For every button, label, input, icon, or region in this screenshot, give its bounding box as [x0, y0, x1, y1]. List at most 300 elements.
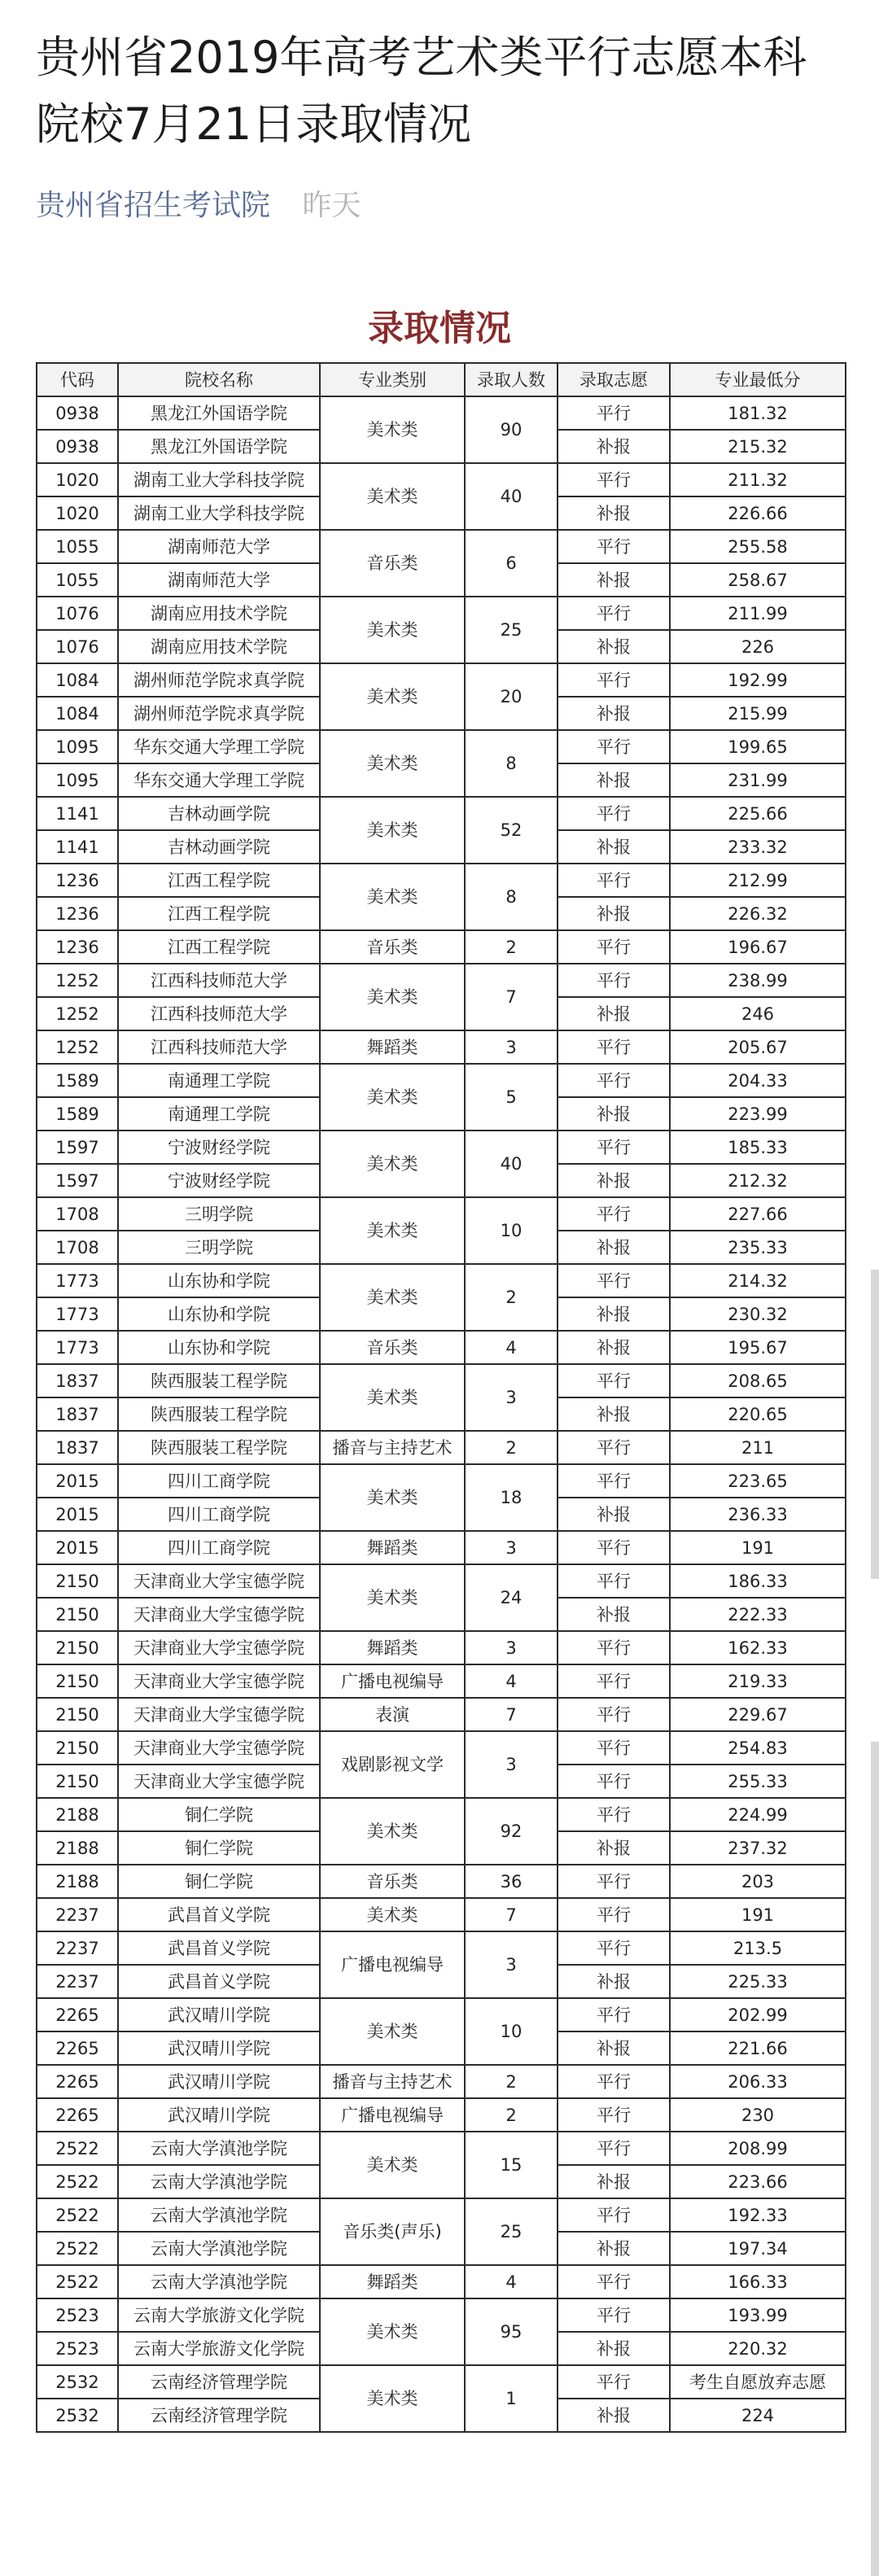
header-choice: 录取志愿 [558, 363, 670, 396]
cell-category: 广播电视编导 [320, 2098, 465, 2132]
cell-code: 2015 [37, 1498, 118, 1531]
cell-category: 音乐类(声乐) [320, 2198, 465, 2265]
cell-min-score: 192.99 [670, 663, 846, 697]
table-row [37, 2198, 846, 2232]
cell-school: 南通理工学院 [118, 1097, 320, 1131]
cell-school: 宁波财经学院 [118, 1131, 320, 1164]
cell-code: 2188 [37, 1865, 118, 1898]
cell-min-score: 226.32 [670, 897, 846, 930]
table-row [37, 597, 846, 630]
cell-category: 美术类 [320, 2298, 465, 2365]
cell-choice: 平行 [558, 1030, 670, 1064]
cell-choice: 补报 [558, 1397, 670, 1431]
cell-category: 美术类 [320, 1197, 465, 1264]
cell-code: 1773 [37, 1297, 118, 1331]
cell-code: 2237 [37, 1965, 118, 1998]
cell-code: 2532 [37, 2399, 118, 2432]
cell-code: 2522 [37, 2198, 118, 2232]
cell-choice: 补报 [558, 430, 670, 463]
cell-count: 25 [465, 2198, 558, 2265]
cell-min-score: 224 [670, 2399, 846, 2432]
cell-code: 1055 [37, 530, 118, 563]
cell-code: 2522 [37, 2265, 118, 2298]
cell-choice: 平行 [558, 1531, 670, 1564]
cell-school: 云南大学滇池学院 [118, 2165, 320, 2198]
cell-school: 江西科技师范大学 [118, 1030, 320, 1064]
cell-category: 戏剧影视文学 [320, 1731, 465, 1798]
cell-min-score: 231.99 [670, 763, 846, 797]
table-row [37, 2132, 846, 2165]
cell-min-score: 225.33 [670, 1965, 846, 1998]
cell-code: 1141 [37, 830, 118, 864]
table-row [37, 730, 846, 763]
cell-count: 2 [465, 1264, 558, 1331]
scrollbar-indicator[interactable] [871, 1270, 879, 1579]
cell-count: 4 [465, 1664, 558, 1698]
cell-min-score: 192.33 [670, 2198, 846, 2232]
cell-category: 美术类 [320, 797, 465, 864]
cell-code: 2523 [37, 2298, 118, 2332]
cell-choice: 补报 [558, 1598, 670, 1631]
cell-count: 25 [465, 597, 558, 663]
cell-school: 三明学院 [118, 1197, 320, 1231]
table-row [37, 530, 846, 563]
cell-choice: 平行 [558, 530, 670, 563]
cell-count: 20 [465, 663, 558, 730]
table-header-row [37, 363, 846, 396]
cell-count: 4 [465, 2265, 558, 2298]
cell-school: 陕西服装工程学院 [118, 1397, 320, 1431]
cell-code: 2237 [37, 1898, 118, 1931]
cell-school: 云南大学滇池学院 [118, 2232, 320, 2265]
cell-min-score: 226 [670, 630, 846, 663]
cell-choice: 补报 [558, 697, 670, 730]
cell-choice: 补报 [558, 763, 670, 797]
table-row [37, 1664, 846, 1698]
cell-school: 三明学院 [118, 1231, 320, 1264]
cell-choice: 平行 [558, 597, 670, 630]
cell-code: 2522 [37, 2132, 118, 2165]
cell-code: 1252 [37, 1030, 118, 1064]
cell-school: 湖南工业大学科技学院 [118, 463, 320, 496]
header-category: 专业类别 [320, 363, 465, 396]
cell-count: 10 [465, 1197, 558, 1264]
table-row [37, 864, 846, 897]
cell-min-score: 223.66 [670, 2165, 846, 2198]
cell-choice: 平行 [558, 1564, 670, 1598]
cell-count: 52 [465, 797, 558, 864]
cell-school: 黑龙江外国语学院 [118, 396, 320, 430]
cell-code: 1236 [37, 897, 118, 930]
cell-min-score: 226.66 [670, 496, 846, 530]
cell-school: 四川工商学院 [118, 1498, 320, 1531]
cell-count: 7 [465, 1898, 558, 1931]
cell-code: 1236 [37, 930, 118, 964]
cell-choice: 平行 [558, 1765, 670, 1798]
cell-school: 武汉晴川学院 [118, 2031, 320, 2065]
cell-school: 天津商业大学宝德学院 [118, 1598, 320, 1631]
cell-code: 2522 [37, 2232, 118, 2265]
cell-choice: 平行 [558, 797, 670, 830]
cell-code: 0938 [37, 430, 118, 463]
cell-category: 美术类 [320, 1464, 465, 1531]
table-row [37, 2365, 846, 2399]
cell-count: 2 [465, 930, 558, 964]
table-row [37, 1531, 846, 1564]
cell-choice: 平行 [558, 2098, 670, 2132]
table-row [37, 2298, 846, 2332]
cell-category: 美术类 [320, 864, 465, 930]
cell-min-score: 220.32 [670, 2332, 846, 2365]
cell-count: 7 [465, 1698, 558, 1731]
cell-code: 2150 [37, 1664, 118, 1698]
cell-code: 1055 [37, 563, 118, 597]
cell-school: 天津商业大学宝德学院 [118, 1564, 320, 1598]
cell-category: 美术类 [320, 2132, 465, 2198]
cell-count: 15 [465, 2132, 558, 2198]
cell-choice: 补报 [558, 1965, 670, 1998]
cell-choice: 平行 [558, 396, 670, 430]
cell-code: 1236 [37, 864, 118, 897]
cell-code: 1773 [37, 1331, 118, 1364]
cell-choice: 平行 [558, 1698, 670, 1731]
cell-code: 1095 [37, 730, 118, 763]
cell-min-score: 222.33 [670, 1598, 846, 1631]
cell-school: 云南经济管理学院 [118, 2365, 320, 2399]
cell-school: 云南大学滇池学院 [118, 2265, 320, 2298]
table-row [37, 1464, 846, 1498]
table-row [37, 1998, 846, 2031]
table-row [37, 797, 846, 830]
cell-school: 武汉晴川学院 [118, 2098, 320, 2132]
cell-min-score: 230 [670, 2098, 846, 2132]
article-meta [36, 186, 361, 226]
cell-code: 2522 [37, 2165, 118, 2198]
table-row [37, 463, 846, 496]
cell-code: 2150 [37, 1698, 118, 1731]
cell-count: 8 [465, 864, 558, 930]
cell-school: 湖州师范学院求真学院 [118, 697, 320, 730]
cell-school: 湖南应用技术学院 [118, 630, 320, 663]
cell-school: 云南大学旅游文化学院 [118, 2298, 320, 2332]
cell-code: 2150 [37, 1598, 118, 1631]
cell-choice: 补报 [558, 1097, 670, 1131]
cell-code: 2188 [37, 1831, 118, 1865]
cell-school: 铜仁学院 [118, 1798, 320, 1831]
scrollbar-indicator[interactable] [871, 1742, 879, 2576]
cell-min-score: 206.33 [670, 2065, 846, 2098]
cell-school: 四川工商学院 [118, 1464, 320, 1498]
cell-choice: 补报 [558, 1231, 670, 1264]
cell-choice: 补报 [558, 897, 670, 930]
cell-min-score: 185.33 [670, 1131, 846, 1164]
cell-choice: 补报 [558, 563, 670, 597]
cell-category: 美术类 [320, 663, 465, 730]
table-row [37, 1264, 846, 1297]
cell-choice: 补报 [558, 1498, 670, 1531]
cell-count: 5 [465, 1064, 558, 1131]
table-row [37, 1431, 846, 1464]
cell-choice: 补报 [558, 1331, 670, 1364]
cell-choice: 补报 [558, 2332, 670, 2365]
cell-min-score: 255.58 [670, 530, 846, 563]
cell-school: 吉林动画学院 [118, 830, 320, 864]
cell-min-score: 162.33 [670, 1631, 846, 1664]
cell-school: 武汉晴川学院 [118, 1998, 320, 2031]
cell-school: 江西科技师范大学 [118, 997, 320, 1030]
cell-school: 湖州师范学院求真学院 [118, 663, 320, 697]
cell-school: 南通理工学院 [118, 1064, 320, 1097]
cell-code: 1252 [37, 997, 118, 1030]
cell-code: 1597 [37, 1164, 118, 1197]
cell-code: 1837 [37, 1397, 118, 1431]
cell-count: 1 [465, 2365, 558, 2432]
cell-code: 2150 [37, 1731, 118, 1765]
table-row [37, 1731, 846, 1765]
cell-category: 美术类 [320, 1064, 465, 1131]
cell-school: 江西工程学院 [118, 897, 320, 930]
cell-count: 40 [465, 463, 558, 530]
cell-code: 2150 [37, 1564, 118, 1598]
table-row [37, 964, 846, 997]
cell-choice: 补报 [558, 830, 670, 864]
cell-category: 美术类 [320, 1564, 465, 1631]
cell-min-score: 193.99 [670, 2298, 846, 2332]
cell-choice: 平行 [558, 1064, 670, 1097]
cell-min-score: 211.99 [670, 597, 846, 630]
cell-category: 音乐类 [320, 930, 465, 964]
cell-school: 湖南师范大学 [118, 563, 320, 597]
cell-min-score: 254.83 [670, 1731, 846, 1765]
header-school: 院校名称 [118, 363, 320, 396]
table-row [37, 1798, 846, 1831]
header-count: 录取人数 [465, 363, 558, 396]
cell-code: 2150 [37, 1631, 118, 1664]
cell-min-score: 196.67 [670, 930, 846, 964]
cell-code: 2265 [37, 2098, 118, 2132]
table-row [37, 1698, 846, 1731]
cell-choice: 补报 [558, 496, 670, 530]
cell-code: 0938 [37, 396, 118, 430]
cell-school: 山东协和学院 [118, 1331, 320, 1364]
cell-min-score: 191 [670, 1898, 846, 1931]
cell-count: 3 [465, 1631, 558, 1664]
cell-choice: 补报 [558, 2232, 670, 2265]
cell-min-score: 223.65 [670, 1464, 846, 1498]
cell-code: 1773 [37, 1264, 118, 1297]
cell-category: 美术类 [320, 2365, 465, 2432]
cell-choice: 平行 [558, 2265, 670, 2298]
cell-category: 广播电视编导 [320, 1931, 465, 1998]
cell-count: 24 [465, 1564, 558, 1631]
cell-choice: 补报 [558, 1297, 670, 1331]
cell-min-score: 214.32 [670, 1264, 846, 1297]
article-title: 贵州省2019年高考艺术类平行志愿本科院校7月21日录取情况 [36, 32, 807, 150]
cell-choice: 平行 [558, 1197, 670, 1231]
cell-min-score: 212.99 [670, 864, 846, 897]
cell-school: 山东协和学院 [118, 1264, 320, 1297]
cell-code: 2237 [37, 1931, 118, 1965]
cell-min-score: 221.66 [670, 2031, 846, 2065]
cell-school: 天津商业大学宝德学院 [118, 1731, 320, 1765]
table-row [37, 930, 846, 964]
header-min-score: 专业最低分 [670, 363, 846, 396]
cell-min-score: 215.32 [670, 430, 846, 463]
cell-choice: 平行 [558, 1931, 670, 1965]
cell-category: 美术类 [320, 1131, 465, 1197]
cell-choice: 平行 [558, 663, 670, 697]
table-title: 录取情况 [368, 308, 511, 349]
cell-code: 1020 [37, 496, 118, 530]
cell-min-score: 233.32 [670, 830, 846, 864]
cell-category: 舞蹈类 [320, 1531, 465, 1564]
cell-count: 2 [465, 2098, 558, 2132]
cell-school: 天津商业大学宝德学院 [118, 1631, 320, 1664]
cell-min-score: 考生自愿放弃志愿 [670, 2365, 846, 2399]
cell-choice: 平行 [558, 964, 670, 997]
cell-code: 1837 [37, 1364, 118, 1397]
cell-min-score: 219.33 [670, 1664, 846, 1698]
cell-count: 7 [465, 964, 558, 1030]
cell-code: 1597 [37, 1131, 118, 1164]
cell-school: 四川工商学院 [118, 1531, 320, 1564]
table-row [37, 663, 846, 697]
cell-code: 2523 [37, 2332, 118, 2365]
cell-count: 3 [465, 1731, 558, 1798]
cell-school: 铜仁学院 [118, 1831, 320, 1865]
cell-category: 播音与主持艺术 [320, 2065, 465, 2098]
cell-code: 1708 [37, 1231, 118, 1264]
cell-school: 华东交通大学理工学院 [118, 730, 320, 763]
cell-choice: 补报 [558, 997, 670, 1030]
cell-choice: 平行 [558, 1431, 670, 1464]
cell-code: 1589 [37, 1097, 118, 1131]
cell-code: 2265 [37, 2031, 118, 2065]
cell-choice: 补报 [558, 1831, 670, 1865]
cell-category: 美术类 [320, 730, 465, 797]
cell-choice: 平行 [558, 1798, 670, 1831]
cell-code: 1076 [37, 597, 118, 630]
cell-min-score: 223.99 [670, 1097, 846, 1131]
cell-category: 音乐类 [320, 530, 465, 597]
cell-school: 江西工程学院 [118, 864, 320, 897]
cell-min-score: 229.67 [670, 1698, 846, 1731]
cell-count: 2 [465, 2065, 558, 2098]
cell-count: 8 [465, 730, 558, 797]
cell-count: 10 [465, 1998, 558, 2065]
cell-code: 2150 [37, 1765, 118, 1798]
cell-school: 江西科技师范大学 [118, 964, 320, 997]
cell-count: 95 [465, 2298, 558, 2365]
table-row [37, 1197, 846, 1231]
cell-school: 武昌首义学院 [118, 1898, 320, 1931]
cell-min-score: 205.67 [670, 1030, 846, 1064]
table-row [37, 1898, 846, 1931]
cell-count: 3 [465, 1364, 558, 1431]
cell-choice: 平行 [558, 463, 670, 496]
cell-min-score: 246 [670, 997, 846, 1030]
cell-choice: 平行 [558, 864, 670, 897]
table-row [37, 1030, 846, 1064]
cell-school: 云南经济管理学院 [118, 2399, 320, 2432]
cell-min-score: 238.99 [670, 964, 846, 997]
cell-choice: 平行 [558, 2065, 670, 2098]
cell-category: 舞蹈类 [320, 2265, 465, 2298]
author-link[interactable]: 贵州省招生考试院 [36, 189, 271, 222]
cell-min-score: 235.33 [670, 1231, 846, 1264]
cell-count: 4 [465, 1331, 558, 1364]
table-row [37, 1364, 846, 1397]
table-row [37, 1931, 846, 1965]
cell-count: 2 [465, 1431, 558, 1464]
cell-choice: 平行 [558, 1998, 670, 2031]
cell-min-score: 203 [670, 1865, 846, 1898]
cell-school: 湖南师范大学 [118, 530, 320, 563]
cell-code: 1708 [37, 1197, 118, 1231]
cell-category: 播音与主持艺术 [320, 1431, 465, 1464]
cell-code: 1837 [37, 1431, 118, 1464]
cell-code: 1076 [37, 630, 118, 663]
cell-min-score: 258.67 [670, 563, 846, 597]
cell-count: 36 [465, 1865, 558, 1898]
cell-count: 3 [465, 1531, 558, 1564]
cell-category: 舞蹈类 [320, 1631, 465, 1664]
cell-category: 音乐类 [320, 1331, 465, 1364]
cell-min-score: 199.65 [670, 730, 846, 763]
cell-school: 铜仁学院 [118, 1865, 320, 1898]
cell-code: 1020 [37, 463, 118, 496]
cell-choice: 平行 [558, 1464, 670, 1498]
cell-min-score: 211 [670, 1431, 846, 1464]
cell-category: 美术类 [320, 396, 465, 463]
admission-table [36, 362, 846, 2433]
cell-min-score: 212.32 [670, 1164, 846, 1197]
cell-choice: 平行 [558, 1898, 670, 1931]
cell-min-score: 255.33 [670, 1765, 846, 1798]
cell-min-score: 202.99 [670, 1998, 846, 2031]
cell-school: 陕西服装工程学院 [118, 1431, 320, 1464]
cell-code: 1084 [37, 663, 118, 697]
cell-min-score: 197.34 [670, 2232, 846, 2265]
cell-school: 宁波财经学院 [118, 1164, 320, 1197]
cell-code: 2265 [37, 1998, 118, 2031]
cell-school: 武汉晴川学院 [118, 2065, 320, 2098]
cell-choice: 平行 [558, 730, 670, 763]
cell-code: 2015 [37, 1531, 118, 1564]
cell-min-score: 166.33 [670, 2265, 846, 2298]
cell-count: 6 [465, 530, 558, 597]
cell-choice: 平行 [558, 1731, 670, 1765]
cell-school: 武昌首义学院 [118, 1931, 320, 1965]
cell-min-score: 220.65 [670, 1397, 846, 1431]
cell-category: 美术类 [320, 1364, 465, 1431]
cell-school: 天津商业大学宝德学院 [118, 1664, 320, 1698]
cell-choice: 平行 [558, 2198, 670, 2232]
table-row [37, 1564, 846, 1598]
cell-school: 云南大学滇池学院 [118, 2198, 320, 2232]
cell-school: 山东协和学院 [118, 1297, 320, 1331]
cell-code: 1252 [37, 964, 118, 997]
cell-code: 2015 [37, 1464, 118, 1498]
cell-choice: 平行 [558, 930, 670, 964]
cell-code: 1095 [37, 763, 118, 797]
cell-category: 美术类 [320, 1898, 465, 1931]
cell-min-score: 236.33 [670, 1498, 846, 1531]
cell-category: 音乐类 [320, 1865, 465, 1898]
cell-choice: 补报 [558, 2399, 670, 2432]
cell-count: 40 [465, 1131, 558, 1197]
cell-category: 美术类 [320, 1798, 465, 1865]
